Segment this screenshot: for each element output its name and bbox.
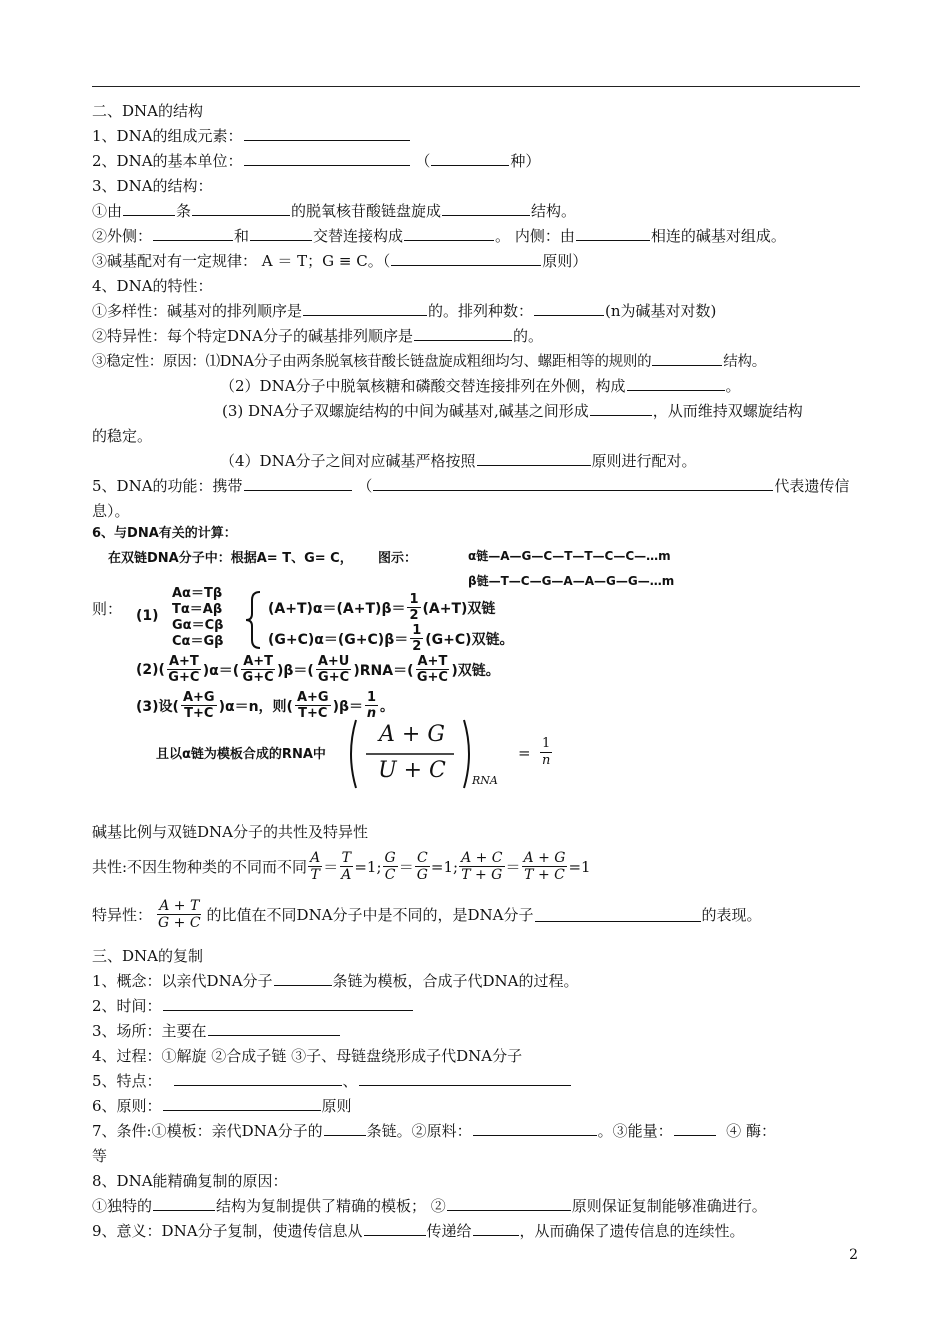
blank[interactable] [244,126,410,141]
blank[interactable] [123,201,175,216]
ratio-title: 碱基比例与双链DNA分子的共性及特异性 [92,823,368,841]
blank[interactable] [414,326,512,341]
blank[interactable] [535,907,701,922]
rep-7-cont: 等 [92,1147,108,1165]
line-2: 2、DNA的基本单位： （ 种） [92,152,541,170]
fig-intro: 在双链DNA分子中：根据A= T、G= C， [108,551,353,566]
blank[interactable] [431,151,509,166]
rep-5: 5、特点： 、 [92,1071,572,1091]
line-4e-cont: 的稳定。 [92,427,153,445]
line-4f: （4）DNA分子之间对应碱基严格按照 原则进行配对。 [220,452,697,470]
blank[interactable] [404,226,494,241]
brace-icon [242,590,264,650]
blank[interactable] [477,451,591,466]
header-rule [92,86,860,87]
eq4-numerator: A + G [379,722,445,747]
line-4b: ②特异性：每个特定DNA分子的碱基排列顺序是 的。 [92,327,544,345]
blank[interactable] [473,1221,519,1236]
eq1-pairs: Aα＝Tβ Tα＝Aβ Gα＝Cβ Cα＝Gβ [172,586,224,649]
alpha-chain: α链—A—G—C—T—T—C—C—…m [468,549,671,563]
line-4: 4、DNA的特性： [92,277,213,295]
eq4-equals: = [518,744,531,762]
blank[interactable] [442,201,530,216]
rep-2: 2、时间： [92,996,414,1016]
eq3: (3)设( A+G T+C )α＝n，则( A+G T+C )β＝ 1 n 。 [136,690,395,721]
blank[interactable] [163,1096,321,1111]
rep-7: 7、条件:①模板：亲代DNA分子的 条链。②原料： 。③能量： ④ 酶： [92,1122,776,1140]
blank[interactable] [627,376,725,391]
beta-chain: β链—T—C—G—A—A—G—G—…m [468,574,675,588]
blank[interactable] [447,1196,571,1211]
rep-4: 4、过程：①解旋 ②合成子链 ③子、母链盘绕形成子代DNA分子 [92,1047,523,1065]
line-4e: (3) DNA分子双螺旋结构的中间为碱基对,碱基之间形成 ，从而维持双螺旋结构 [222,402,803,420]
line-3b: ②外侧： 和 交替连接构成 。 内侧：由 相连的碱基对组成。 [92,227,786,245]
blank[interactable] [364,1221,426,1236]
line-3c: ③碱基配对有一定规律： A ＝ T；G ≡ C。（ 原则） [92,252,588,270]
line-3: 3、DNA的结构： [92,177,213,195]
blank[interactable] [590,401,652,416]
blank[interactable] [244,151,410,166]
eq4-sub: RNA [472,774,498,787]
blank[interactable] [652,351,722,366]
blank[interactable] [473,1121,597,1136]
line-4a: ①多样性：碱基对的排列顺序是 的。排列种数： (n为碱基对对数) [92,302,717,320]
rep-6: 6、原则： 原则 [92,1097,352,1115]
section-3-title: 三、DNA的复制 [92,947,203,965]
calc-title: 6、与DNA有关的计算： [92,526,237,541]
blank[interactable] [192,201,290,216]
blank[interactable] [208,1021,340,1036]
gongxing-line: 共性:不因生物种类的不同而不同 $\frac{A}{T}$ ＝ $\frac{T}{A}$ =1; $\frac{G}{C}$ ＝ $\frac{C}{G}$ =1; $\frac{A + C}{T + G}$ ＝ $\frac{A + G}{T + C}$ =1 [92,850,591,883]
blank[interactable] [153,1196,215,1211]
blank[interactable] [324,1121,366,1136]
section-2-title: 二、DNA的结构 [92,102,203,120]
eq4-denominator: U + C [378,758,446,783]
line-4d: （2）DNA分子中脱氧核糖和磷酸交替连接排列在外侧，构成 。 [220,377,741,395]
line-5: 5、DNA的功能：携带 （ 代表遗传信 [92,477,850,495]
rep-1: 1、概念：以亲代DNA分子 条链为模板，合成子代DNA的过程。 [92,972,579,990]
page-number: 2 [849,1247,858,1263]
blank[interactable] [674,1121,716,1136]
blank[interactable] [153,226,233,241]
texing-line: 特异性： $\frac{A + T}{G + C}$ 的比值在不同DNA分子中是不同的，是DNA分子 的表现。 [92,898,762,931]
ze-label: 则： [92,600,123,618]
blank[interactable] [174,1071,342,1086]
blank[interactable] [359,1071,571,1086]
blank[interactable] [576,226,650,241]
eq2: (2)( A+T G+C )α＝( A+T G+C )β＝( A+U G+C )RNA＝( A+T G+C )双链。 [136,654,500,685]
blank[interactable] [274,971,332,986]
fig-tushi: 图示： [378,551,418,566]
eq1-label: (1) [136,608,159,624]
line-4c: ③稳定性：原因：⑴DNA分子由两条脱氧核苷酸长链盘旋成粗细均匀、螺距相等的规则的 结构。 [92,351,766,372]
rep-8: 8、DNA能精确复制的原因： [92,1172,288,1190]
eq4-text: 且以α链为模板合成的RNA中 [156,747,326,762]
blank[interactable] [373,476,773,491]
blank[interactable] [391,251,541,266]
eq1-row1: (A+T)α＝(A+T)β＝ 1 2 (A+T)双链 [268,592,496,623]
blank[interactable] [244,476,352,491]
blank[interactable] [250,226,312,241]
rep-9: 9、意义：DNA分子复制，使遗传信息从 传递给 ，从而确保了遗传信息的连续性。 [92,1222,745,1240]
line-1: 1、DNA的组成元素： [92,126,411,146]
line-5-cont: 息）。 [92,502,130,520]
eq1-row2: (G+C)α＝(G+C)β＝ 1 2 (G+C)双链。 [268,623,514,654]
blank[interactable] [534,301,604,316]
eq4-result: 1 n [541,736,551,768]
rep-3: 3、场所：主要在 [92,1021,341,1041]
blank[interactable] [303,301,427,316]
rep-8a: ①独特的 结构为复制提供了精确的模板； ② 原则保证复制能够准确进行。 [92,1197,767,1215]
blank[interactable] [163,996,413,1011]
line-3a: ①由 条 的脱氧核苷酸链盘旋成 结构。 [92,202,577,220]
